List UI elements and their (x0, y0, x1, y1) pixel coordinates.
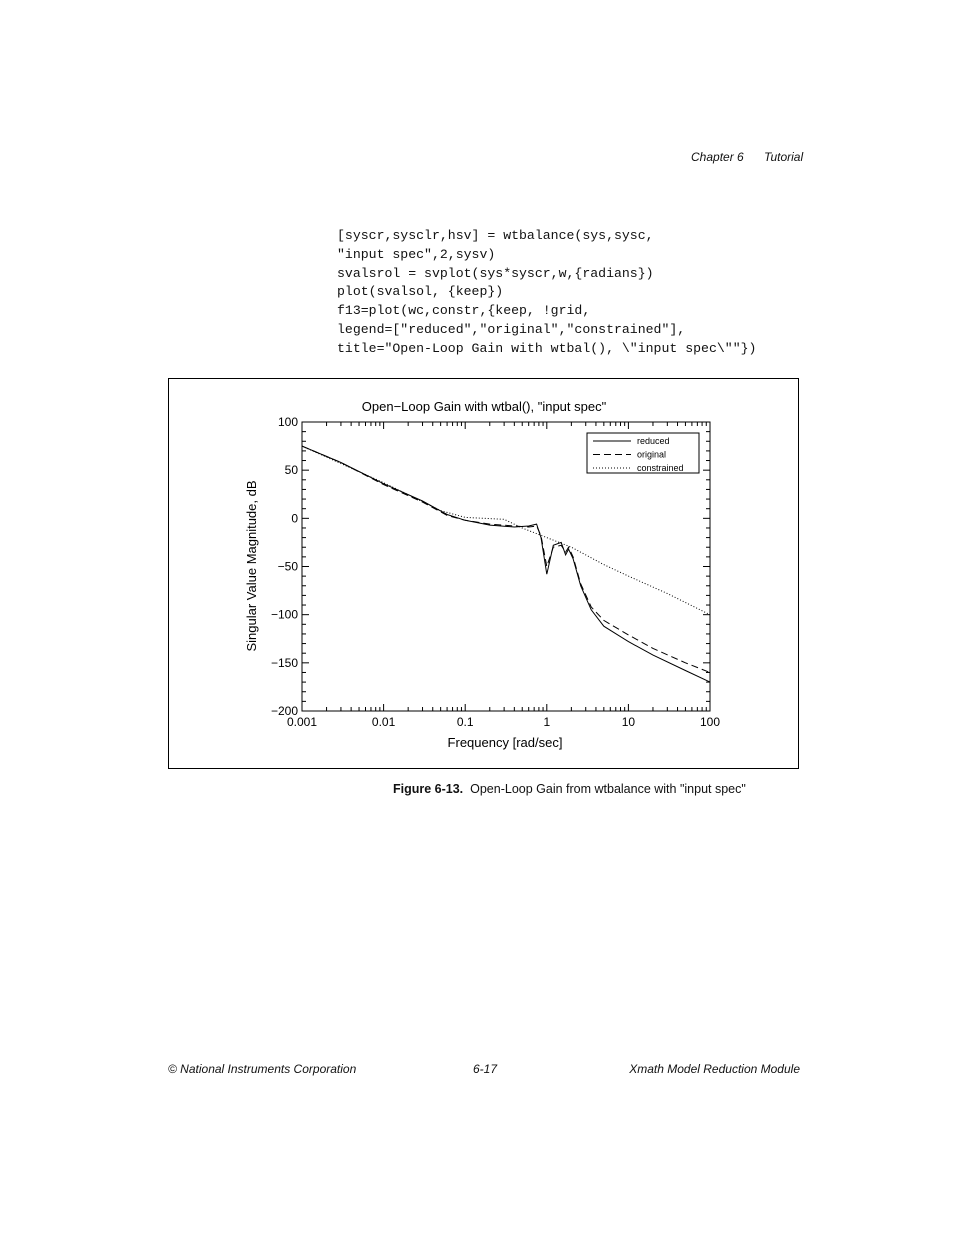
header-section: Tutorial (764, 150, 804, 164)
x-tick-label: 0.01 (371, 715, 396, 729)
series-lines (302, 446, 710, 682)
figure-number: Figure 6-13. (393, 782, 464, 796)
footer-page-number: 6-17 (473, 1062, 498, 1076)
legend-label-constrained: constrained (637, 463, 684, 473)
figure-caption (393, 782, 746, 796)
code-line: legend=["reduced","original","constrained"], (337, 321, 686, 337)
y-tick-label: −100 (270, 607, 298, 622)
header-chapter: Chapter 6 (691, 150, 744, 164)
chart-svg (169, 379, 800, 770)
x-tick-label: 0.1 (456, 715, 474, 729)
y-tick-label: −200 (270, 704, 298, 718)
x-tick-label: 100 (699, 715, 721, 729)
code-block (337, 227, 756, 359)
code-line: "input spec",2,sysv) (337, 246, 496, 262)
y-tick-label: −150 (270, 655, 298, 670)
y-tick-label: 0 (291, 511, 298, 526)
y-tick-label: −50 (277, 559, 298, 574)
code-line: f13=plot(wc,constr,{keep, !grid, (337, 303, 591, 319)
legend (587, 433, 699, 473)
chart-title: Open−Loop Gain with wtbal(), "input spec" (361, 399, 607, 414)
figure-frame (168, 378, 799, 769)
legend-label-reduced: reduced (637, 436, 670, 446)
legend-label-original: original (637, 449, 667, 460)
code-line: [syscr,sysclr,hsv] = wtbalance(sys,sysc, (337, 228, 654, 243)
y-tick-label: 50 (284, 463, 298, 478)
code-line: title="Open-Loop Gain with wtbal(), \"input spec\""}) (337, 340, 757, 356)
series-line-reduced (302, 446, 710, 682)
y-axis-label: Singular Value Magnitude, dB (244, 480, 259, 652)
y-tick-label: 100 (277, 415, 298, 429)
x-tick-label: 1 (543, 715, 551, 729)
x-axis-label: Frequency [rad/sec] (447, 735, 563, 750)
x-tick-label: 0.001 (286, 715, 318, 729)
series-line-original (302, 446, 710, 672)
figure-caption-text: Open-Loop Gain from wtbalance with "input spec" (470, 782, 746, 796)
x-tick-label: 10 (621, 715, 636, 729)
footer-copyright: © National Instruments Corporation (168, 1062, 357, 1076)
footer-product: Xmath Model Reduction Module (629, 1062, 800, 1076)
code-line: svalsrol = svplot(sys*syscr,w,{radians}) (337, 265, 654, 281)
code-line: plot(svalsol, {keep}) (337, 284, 504, 300)
